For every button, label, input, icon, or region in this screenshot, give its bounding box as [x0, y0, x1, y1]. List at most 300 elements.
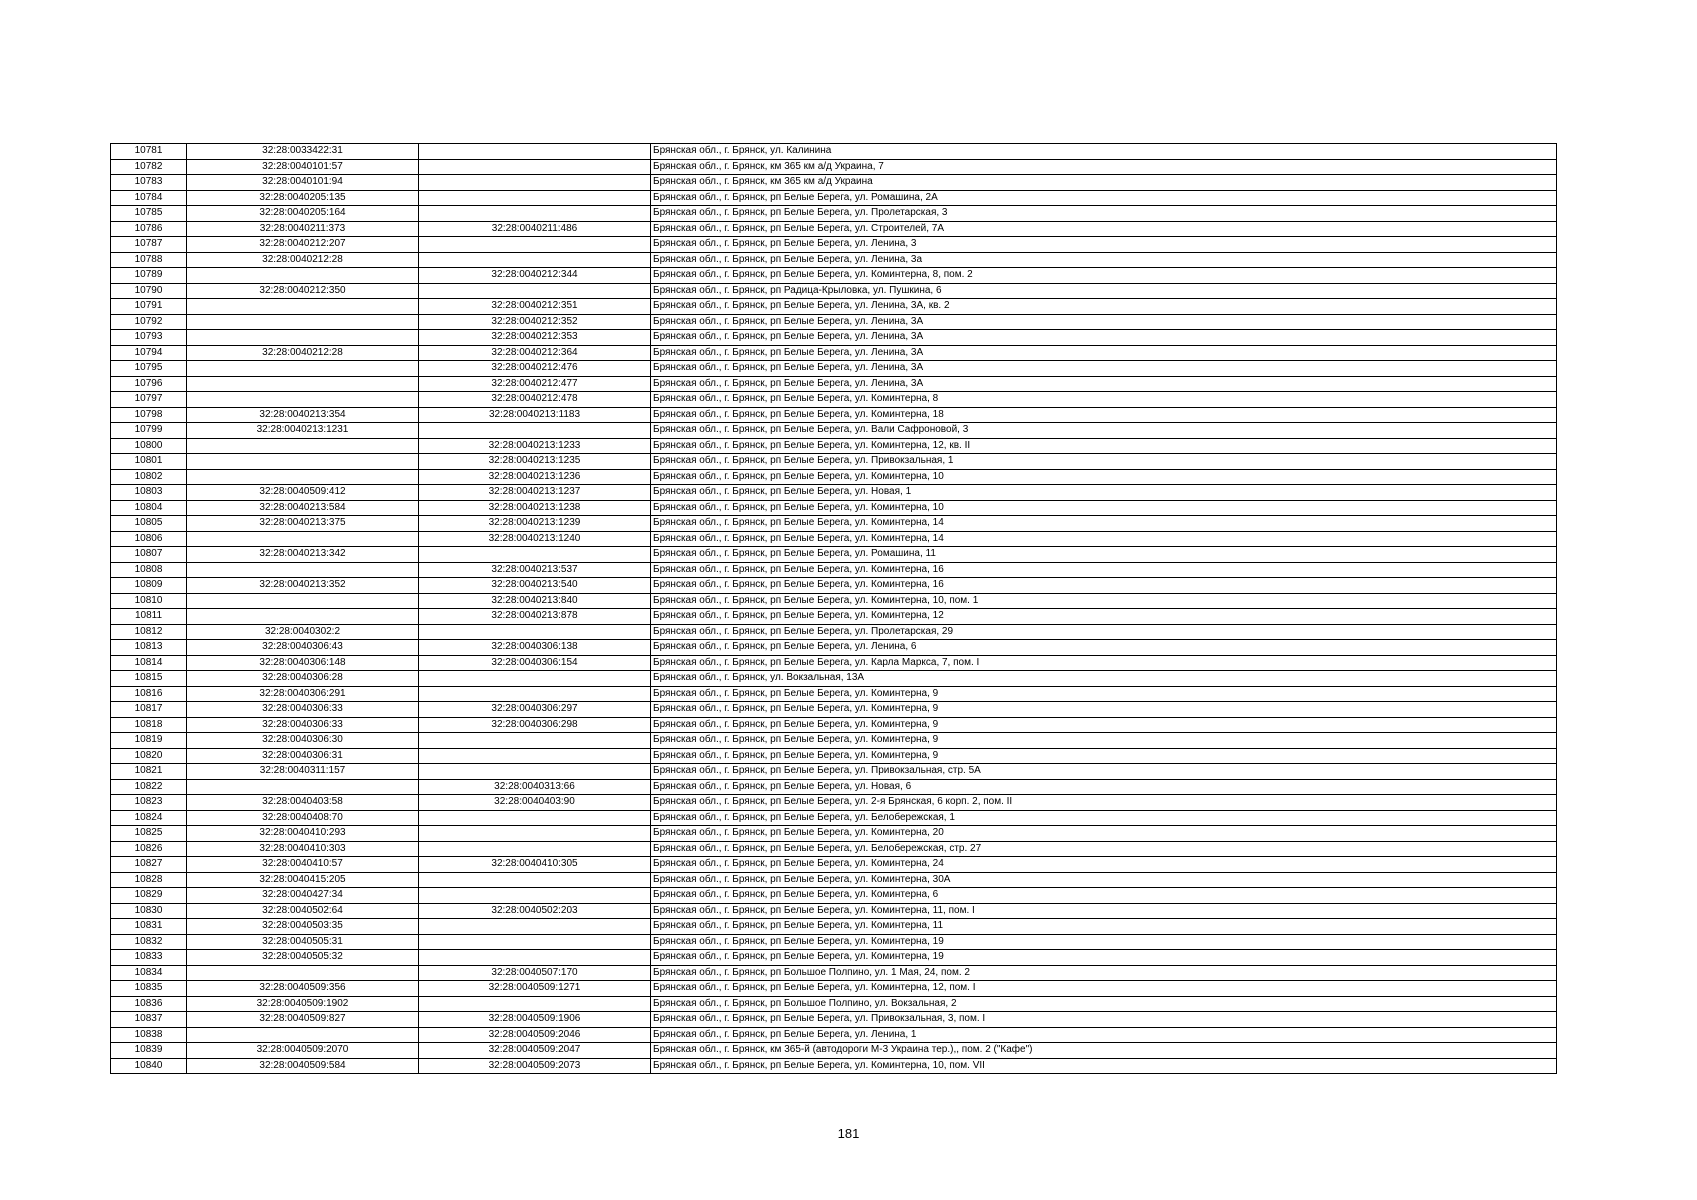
- related-cadastral-number-cell: [419, 283, 651, 299]
- row-number-cell: 10800: [111, 438, 187, 454]
- table-row: [111, 144, 1557, 160]
- row-number-cell: 10795: [111, 361, 187, 377]
- cadastral-number-cell: 32:28:0040403:58: [187, 795, 419, 811]
- table-row: [111, 268, 1557, 284]
- related-cadastral-number-cell: 32:28:0040212:477: [419, 376, 651, 392]
- cadastral-number-cell: 32:28:0040306:43: [187, 640, 419, 656]
- table-row: [111, 531, 1557, 547]
- table-row: [111, 950, 1557, 966]
- cadastral-number-cell: [187, 779, 419, 795]
- address-cell: Брянская обл., г. Брянск, рп Белые Берега, ул. Ленина, 3А: [651, 361, 1557, 377]
- row-number-cell: 10828: [111, 872, 187, 888]
- table-row: [111, 857, 1557, 873]
- cadastral-number-cell: 32:28:0040205:135: [187, 190, 419, 206]
- cadastral-number-cell: 32:28:0040509:827: [187, 1012, 419, 1028]
- related-cadastral-number-cell: [419, 671, 651, 687]
- related-cadastral-number-cell: 32:28:0040507:170: [419, 965, 651, 981]
- table-row: [111, 965, 1557, 981]
- table-row: [111, 314, 1557, 330]
- address-cell: Брянская обл., г. Брянск, рп Белые Берега, ул. Ленина, 3А: [651, 376, 1557, 392]
- table-row: [111, 919, 1557, 935]
- row-number-cell: 10801: [111, 454, 187, 470]
- row-number-cell: 10790: [111, 283, 187, 299]
- address-cell: Брянская обл., г. Брянск, ул. Калинина: [651, 144, 1557, 160]
- address-cell: Брянская обл., г. Брянск, рп Белые Берега, ул. Коминтерна, 16: [651, 578, 1557, 594]
- address-cell: Брянская обл., г. Брянск, рп Радица-Крыловка, ул. Пушкина, 6: [651, 283, 1557, 299]
- related-cadastral-number-cell: [419, 237, 651, 253]
- records-table-body: [111, 144, 1557, 1074]
- cadastral-number-cell: 32:28:0040410:57: [187, 857, 419, 873]
- cadastral-number-cell: 32:28:0040410:303: [187, 841, 419, 857]
- related-cadastral-number-cell: 32:28:0040306:297: [419, 702, 651, 718]
- table-row: [111, 671, 1557, 687]
- row-number-cell: 10830: [111, 903, 187, 919]
- related-cadastral-number-cell: [419, 733, 651, 749]
- row-number-cell: 10838: [111, 1027, 187, 1043]
- cadastral-number-cell: 32:28:0040306:30: [187, 733, 419, 749]
- related-cadastral-number-cell: [419, 547, 651, 563]
- table-row: [111, 485, 1557, 501]
- related-cadastral-number-cell: [419, 175, 651, 191]
- cadastral-number-cell: [187, 531, 419, 547]
- row-number-cell: 10792: [111, 314, 187, 330]
- related-cadastral-number-cell: [419, 919, 651, 935]
- cadastral-number-cell: 32:28:0040212:28: [187, 345, 419, 361]
- row-number-cell: 10785: [111, 206, 187, 222]
- related-cadastral-number-cell: [419, 206, 651, 222]
- row-number-cell: 10839: [111, 1043, 187, 1059]
- row-number-cell: 10811: [111, 609, 187, 625]
- address-cell: Брянская обл., г. Брянск, рп Белые Берега, ул. Привокзальная, 3, пом. I: [651, 1012, 1557, 1028]
- table-row: [111, 547, 1557, 563]
- address-cell: Брянская обл., г. Брянск, рп Белые Берега, ул. Коминтерна, 16: [651, 562, 1557, 578]
- cadastral-number-cell: [187, 469, 419, 485]
- cadastral-number-cell: 32:28:0040213:354: [187, 407, 419, 423]
- cadastral-number-cell: [187, 609, 419, 625]
- address-cell: Брянская обл., г. Брянск, рп Белые Берега, ул. Коминтерна, 30А: [651, 872, 1557, 888]
- table-row: [111, 872, 1557, 888]
- row-number-cell: 10822: [111, 779, 187, 795]
- row-number-cell: 10829: [111, 888, 187, 904]
- address-cell: Брянская обл., г. Брянск, рп Белые Берега, ул. Ленина, 3А: [651, 330, 1557, 346]
- row-number-cell: 10816: [111, 686, 187, 702]
- cadastral-number-cell: 32:28:0040410:293: [187, 826, 419, 842]
- cadastral-number-cell: [187, 454, 419, 470]
- address-cell: Брянская обл., г. Брянск, рп Белые Берега, ул. Коминтерна, 10: [651, 469, 1557, 485]
- address-cell: Брянская обл., г. Брянск, рп Белые Берега, ул. Ленина, 3А: [651, 314, 1557, 330]
- cadastral-number-cell: [187, 314, 419, 330]
- table-row: [111, 159, 1557, 175]
- address-cell: Брянская обл., г. Брянск, рп Белые Берега, ул. Коминтерна, 12: [651, 609, 1557, 625]
- table-row: [111, 903, 1557, 919]
- row-number-cell: 10819: [111, 733, 187, 749]
- cadastral-number-cell: 32:28:0040311:157: [187, 764, 419, 780]
- related-cadastral-number-cell: [419, 934, 651, 950]
- address-cell: Брянская обл., г. Брянск, рп Белые Берега, ул. Строителей, 7А: [651, 221, 1557, 237]
- row-number-cell: 10818: [111, 717, 187, 733]
- row-number-cell: 10797: [111, 392, 187, 408]
- table-row: [111, 655, 1557, 671]
- related-cadastral-number-cell: 32:28:0040212:352: [419, 314, 651, 330]
- row-number-cell: 10810: [111, 593, 187, 609]
- address-cell: Брянская обл., г. Брянск, рп Белые Берега, ул. Пролетарская, 29: [651, 624, 1557, 640]
- related-cadastral-number-cell: 32:28:0040213:840: [419, 593, 651, 609]
- address-cell: Брянская обл., г. Брянск, рп Белые Берега, ул. Коминтерна, 19: [651, 950, 1557, 966]
- table-row: [111, 175, 1557, 191]
- related-cadastral-number-cell: 32:28:0040212:344: [419, 268, 651, 284]
- row-number-cell: 10805: [111, 516, 187, 532]
- table-row: [111, 624, 1557, 640]
- related-cadastral-number-cell: 32:28:0040213:1233: [419, 438, 651, 454]
- row-number-cell: 10813: [111, 640, 187, 656]
- address-cell: Брянская обл., г. Брянск, рп Белые Берега, ул. Белобережская, стр. 27: [651, 841, 1557, 857]
- related-cadastral-number-cell: 32:28:0040213:1240: [419, 531, 651, 547]
- table-row: [111, 423, 1557, 439]
- row-number-cell: 10823: [111, 795, 187, 811]
- address-cell: Брянская обл., г. Брянск, рп Белые Берега, ул. Коминтерна, 19: [651, 934, 1557, 950]
- related-cadastral-number-cell: [419, 144, 651, 160]
- related-cadastral-number-cell: 32:28:0040213:1238: [419, 500, 651, 516]
- cadastral-number-cell: 32:28:0040306:28: [187, 671, 419, 687]
- cadastral-number-cell: 32:28:0040213:375: [187, 516, 419, 532]
- address-cell: Брянская обл., г. Брянск, рп Белые Берега, ул. Ленина, 3А, кв. 2: [651, 299, 1557, 315]
- address-cell: Брянская обл., г. Брянск, рп Большое Полпино, ул. Вокзальная, 2: [651, 996, 1557, 1012]
- table-row: [111, 996, 1557, 1012]
- address-cell: Брянская обл., г. Брянск, рп Белые Берега, ул. Коминтерна, 18: [651, 407, 1557, 423]
- row-number-cell: 10804: [111, 500, 187, 516]
- table-row: [111, 283, 1557, 299]
- row-number-cell: 10837: [111, 1012, 187, 1028]
- address-cell: Брянская обл., г. Брянск, рп Белые Берега, ул. Пролетарская, 3: [651, 206, 1557, 222]
- cadastral-number-cell: [187, 299, 419, 315]
- related-cadastral-number-cell: 32:28:0040213:878: [419, 609, 651, 625]
- address-cell: Брянская обл., г. Брянск, рп Белые Берега, ул. Коминтерна, 9: [651, 717, 1557, 733]
- cadastral-number-cell: 32:28:0040101:57: [187, 159, 419, 175]
- row-number-cell: 10796: [111, 376, 187, 392]
- table-row: [111, 795, 1557, 811]
- related-cadastral-number-cell: [419, 748, 651, 764]
- cadastral-number-cell: 32:28:0040212:28: [187, 252, 419, 268]
- address-cell: Брянская обл., г. Брянск, рп Белые Берега, ул. 2-я Брянская, 6 корп. 2, пом. II: [651, 795, 1557, 811]
- related-cadastral-number-cell: 32:28:0040509:2073: [419, 1058, 651, 1074]
- cadastral-number-cell: 32:28:0033422:31: [187, 144, 419, 160]
- row-number-cell: 10781: [111, 144, 187, 160]
- related-cadastral-number-cell: [419, 996, 651, 1012]
- table-row: [111, 733, 1557, 749]
- table-row: [111, 469, 1557, 485]
- address-cell: Брянская обл., г. Брянск, рп Белые Берега, ул. Ленина, 3: [651, 237, 1557, 253]
- row-number-cell: 10831: [111, 919, 187, 935]
- row-number-cell: 10825: [111, 826, 187, 842]
- related-cadastral-number-cell: [419, 764, 651, 780]
- related-cadastral-number-cell: 32:28:0040213:540: [419, 578, 651, 594]
- cadastral-number-cell: 32:28:0040213:1231: [187, 423, 419, 439]
- cadastral-number-cell: [187, 1027, 419, 1043]
- related-cadastral-number-cell: 32:28:0040212:478: [419, 392, 651, 408]
- address-cell: Брянская обл., г. Брянск, рп Белые Берега, ул. Коминтерна, 14: [651, 531, 1557, 547]
- address-cell: Брянская обл., г. Брянск, рп Белые Берега, ул. Коминтерна, 9: [651, 748, 1557, 764]
- table-row: [111, 237, 1557, 253]
- address-cell: Брянская обл., г. Брянск, рп Белые Берега, ул. Новая, 6: [651, 779, 1557, 795]
- row-number-cell: 10814: [111, 655, 187, 671]
- table-row: [111, 1058, 1557, 1074]
- related-cadastral-number-cell: 32:28:0040212:476: [419, 361, 651, 377]
- cadastral-number-cell: 32:28:0040101:94: [187, 175, 419, 191]
- cadastral-number-cell: 32:28:0040509:412: [187, 485, 419, 501]
- address-cell: Брянская обл., г. Брянск, рп Белые Берега, ул. Коминтерна, 10, пом. 1: [651, 593, 1557, 609]
- table-row: [111, 516, 1557, 532]
- row-number-cell: 10840: [111, 1058, 187, 1074]
- row-number-cell: 10834: [111, 965, 187, 981]
- cadastral-number-cell: 32:28:0040509:356: [187, 981, 419, 997]
- related-cadastral-number-cell: 32:28:0040212:364: [419, 345, 651, 361]
- related-cadastral-number-cell: 32:28:0040306:298: [419, 717, 651, 733]
- cadastral-number-cell: 32:28:0040211:373: [187, 221, 419, 237]
- related-cadastral-number-cell: [419, 252, 651, 268]
- row-number-cell: 10782: [111, 159, 187, 175]
- row-number-cell: 10817: [111, 702, 187, 718]
- row-number-cell: 10788: [111, 252, 187, 268]
- row-number-cell: 10808: [111, 562, 187, 578]
- table-row: [111, 330, 1557, 346]
- table-row: [111, 841, 1557, 857]
- address-cell: Брянская обл., г. Брянск, рп Большое Полпино, ул. 1 Мая, 24, пом. 2: [651, 965, 1557, 981]
- row-number-cell: 10798: [111, 407, 187, 423]
- table-row: [111, 888, 1557, 904]
- address-cell: Брянская обл., г. Брянск, рп Белые Берега, ул. Белобережская, 1: [651, 810, 1557, 826]
- table-row: [111, 609, 1557, 625]
- cadastral-number-cell: 32:28:0040306:33: [187, 702, 419, 718]
- cadastral-number-cell: 32:28:0040503:35: [187, 919, 419, 935]
- table-row: [111, 376, 1557, 392]
- related-cadastral-number-cell: 32:28:0040212:351: [419, 299, 651, 315]
- related-cadastral-number-cell: [419, 826, 651, 842]
- row-number-cell: 10803: [111, 485, 187, 501]
- table-row: [111, 934, 1557, 950]
- address-cell: Брянская обл., г. Брянск, рп Белые Берега, ул. Коминтерна, 6: [651, 888, 1557, 904]
- row-number-cell: 10793: [111, 330, 187, 346]
- cadastral-number-cell: 32:28:0040502:64: [187, 903, 419, 919]
- cadastral-number-cell: [187, 330, 419, 346]
- related-cadastral-number-cell: 32:28:0040306:138: [419, 640, 651, 656]
- row-number-cell: 10784: [111, 190, 187, 206]
- related-cadastral-number-cell: [419, 423, 651, 439]
- table-row: [111, 454, 1557, 470]
- table-row: [111, 407, 1557, 423]
- address-cell: Брянская обл., г. Брянск, рп Белые Берега, ул. Коминтерна, 9: [651, 686, 1557, 702]
- address-cell: Брянская обл., г. Брянск, рп Белые Берега, ул. Ленина, 6: [651, 640, 1557, 656]
- cadastral-number-cell: 32:28:0040212:350: [187, 283, 419, 299]
- related-cadastral-number-cell: 32:28:0040213:1236: [419, 469, 651, 485]
- table-row: [111, 361, 1557, 377]
- address-cell: Брянская обл., г. Брянск, рп Белые Берега, ул. Ромашина, 2А: [651, 190, 1557, 206]
- table-row: [111, 1027, 1557, 1043]
- row-number-cell: 10787: [111, 237, 187, 253]
- table-row: [111, 345, 1557, 361]
- related-cadastral-number-cell: 32:28:0040509:1906: [419, 1012, 651, 1028]
- address-cell: Брянская обл., г. Брянск, км 365 км а/д Украина: [651, 175, 1557, 191]
- table-row: [111, 748, 1557, 764]
- cadastral-number-cell: 32:28:0040415:205: [187, 872, 419, 888]
- related-cadastral-number-cell: 32:28:0040306:154: [419, 655, 651, 671]
- row-number-cell: 10802: [111, 469, 187, 485]
- cadastral-number-cell: 32:28:0040213:584: [187, 500, 419, 516]
- address-cell: Брянская обл., г. Брянск, рп Белые Берега, ул. Коминтерна, 12, пом. I: [651, 981, 1557, 997]
- address-cell: Брянская обл., г. Брянск, рп Белые Берега, ул. Коминтерна, 10, пом. VII: [651, 1058, 1557, 1074]
- row-number-cell: 10824: [111, 810, 187, 826]
- cadastral-number-cell: 32:28:0040213:342: [187, 547, 419, 563]
- related-cadastral-number-cell: 32:28:0040213:1237: [419, 485, 651, 501]
- table-row: [111, 764, 1557, 780]
- cadastral-number-cell: 32:28:0040306:31: [187, 748, 419, 764]
- row-number-cell: 10833: [111, 950, 187, 966]
- related-cadastral-number-cell: 32:28:0040509:1271: [419, 981, 651, 997]
- table-row: [111, 500, 1557, 516]
- related-cadastral-number-cell: [419, 872, 651, 888]
- cadastral-number-cell: 32:28:0040509:584: [187, 1058, 419, 1074]
- cadastral-number-cell: 32:28:0040509:2070: [187, 1043, 419, 1059]
- address-cell: Брянская обл., г. Брянск, рп Белые Берега, ул. Вали Сафроновой, 3: [651, 423, 1557, 439]
- table-row: [111, 438, 1557, 454]
- cadastral-number-cell: [187, 376, 419, 392]
- address-cell: Брянская обл., г. Брянск, рп Белые Берега, ул. Коминтерна, 8: [651, 392, 1557, 408]
- table-row: [111, 686, 1557, 702]
- address-cell: Брянская обл., г. Брянск, рп Белые Берега, ул. Ленина, 3а: [651, 252, 1557, 268]
- row-number-cell: 10809: [111, 578, 187, 594]
- cadastral-number-cell: [187, 593, 419, 609]
- address-cell: Брянская обл., г. Брянск, рп Белые Берега, ул. Коминтерна, 14: [651, 516, 1557, 532]
- related-cadastral-number-cell: 32:28:0040403:90: [419, 795, 651, 811]
- cadastral-number-cell: 32:28:0040205:164: [187, 206, 419, 222]
- table-row: [111, 392, 1557, 408]
- row-number-cell: 10799: [111, 423, 187, 439]
- address-cell: Брянская обл., г. Брянск, рп Белые Берега, ул. Новая, 1: [651, 485, 1557, 501]
- address-cell: Брянская обл., г. Брянск, рп Белые Берега, ул. Коминтерна, 11: [651, 919, 1557, 935]
- row-number-cell: 10821: [111, 764, 187, 780]
- table-row: [111, 221, 1557, 237]
- cadastral-number-cell: 32:28:0040427:34: [187, 888, 419, 904]
- cadastral-number-cell: 32:28:0040306:291: [187, 686, 419, 702]
- row-number-cell: 10786: [111, 221, 187, 237]
- page-number: 181: [837, 1126, 860, 1141]
- related-cadastral-number-cell: [419, 190, 651, 206]
- row-number-cell: 10812: [111, 624, 187, 640]
- related-cadastral-number-cell: [419, 841, 651, 857]
- related-cadastral-number-cell: 32:28:0040502:203: [419, 903, 651, 919]
- table-row: [111, 702, 1557, 718]
- row-number-cell: 10826: [111, 841, 187, 857]
- cadastral-number-cell: [187, 438, 419, 454]
- address-cell: Брянская обл., г. Брянск, ул. Вокзальная, 13А: [651, 671, 1557, 687]
- address-cell: Брянская обл., г. Брянск, рп Белые Берега, ул. Коминтерна, 8, пом. 2: [651, 268, 1557, 284]
- cadastral-number-cell: 32:28:0040306:148: [187, 655, 419, 671]
- address-cell: Брянская обл., г. Брянск, рп Белые Берега, ул. Коминтерна, 9: [651, 702, 1557, 718]
- cadastral-number-cell: [187, 268, 419, 284]
- cadastral-number-cell: 32:28:0040212:207: [187, 237, 419, 253]
- row-number-cell: 10794: [111, 345, 187, 361]
- cadastral-number-cell: [187, 361, 419, 377]
- cadastral-number-cell: 32:28:0040306:33: [187, 717, 419, 733]
- address-cell: Брянская обл., г. Брянск, рп Белые Берега, ул. Коминтерна, 24: [651, 857, 1557, 873]
- related-cadastral-number-cell: 32:28:0040212:353: [419, 330, 651, 346]
- row-number-cell: 10791: [111, 299, 187, 315]
- related-cadastral-number-cell: 32:28:0040509:2046: [419, 1027, 651, 1043]
- related-cadastral-number-cell: 32:28:0040410:305: [419, 857, 651, 873]
- cadastral-number-cell: 32:28:0040213:352: [187, 578, 419, 594]
- address-cell: Брянская обл., г. Брянск, рп Белые Берега, ул. Коминтерна, 20: [651, 826, 1557, 842]
- row-number-cell: 10783: [111, 175, 187, 191]
- cadastral-number-cell: [187, 965, 419, 981]
- related-cadastral-number-cell: [419, 686, 651, 702]
- address-cell: Брянская обл., г. Брянск, рп Белые Берега, ул. Привокзальная, стр. 5А: [651, 764, 1557, 780]
- table-row: [111, 1043, 1557, 1059]
- records-table: [110, 143, 1557, 1074]
- cadastral-number-cell: 32:28:0040302:2: [187, 624, 419, 640]
- address-cell: Брянская обл., г. Брянск, рп Белые Берега, ул. Карла Маркса, 7, пом. I: [651, 655, 1557, 671]
- table-row: [111, 640, 1557, 656]
- address-cell: Брянская обл., г. Брянск, рп Белые Берега, ул. Коминтерна, 11, пом. I: [651, 903, 1557, 919]
- table-row: [111, 593, 1557, 609]
- related-cadastral-number-cell: [419, 624, 651, 640]
- row-number-cell: 10815: [111, 671, 187, 687]
- related-cadastral-number-cell: [419, 810, 651, 826]
- related-cadastral-number-cell: 32:28:0040213:1183: [419, 407, 651, 423]
- address-cell: Брянская обл., г. Брянск, рп Белые Берега, ул. Ленина, 1: [651, 1027, 1557, 1043]
- address-cell: Брянская обл., г. Брянск, рп Белые Берега, ул. Привокзальная, 1: [651, 454, 1557, 470]
- row-number-cell: 10789: [111, 268, 187, 284]
- address-cell: Брянская обл., г. Брянск, рп Белые Берега, ул. Коминтерна, 12, кв. II: [651, 438, 1557, 454]
- related-cadastral-number-cell: [419, 950, 651, 966]
- related-cadastral-number-cell: 32:28:0040213:537: [419, 562, 651, 578]
- table-row: [111, 1012, 1557, 1028]
- table-row: [111, 779, 1557, 795]
- cadastral-number-cell: 32:28:0040505:32: [187, 950, 419, 966]
- address-cell: Брянская обл., г. Брянск, км 365-й (автодороги М-3 Украина тер.),, пом. 2 ("Кафе"): [651, 1043, 1557, 1059]
- address-cell: Брянская обл., г. Брянск, рп Белые Берега, ул. Ромашина, 11: [651, 547, 1557, 563]
- related-cadastral-number-cell: 32:28:0040313:66: [419, 779, 651, 795]
- row-number-cell: 10820: [111, 748, 187, 764]
- cadastral-number-cell: 32:28:0040505:31: [187, 934, 419, 950]
- row-number-cell: 10807: [111, 547, 187, 563]
- table-row: [111, 826, 1557, 842]
- related-cadastral-number-cell: 32:28:0040213:1235: [419, 454, 651, 470]
- address-cell: Брянская обл., г. Брянск, км 365 км а/д Украина, 7: [651, 159, 1557, 175]
- address-cell: Брянская обл., г. Брянск, рп Белые Берега, ул. Коминтерна, 9: [651, 733, 1557, 749]
- related-cadastral-number-cell: 32:28:0040509:2047: [419, 1043, 651, 1059]
- cadastral-number-cell: [187, 562, 419, 578]
- row-number-cell: 10836: [111, 996, 187, 1012]
- table-row: [111, 190, 1557, 206]
- cadastral-number-cell: 32:28:0040408:70: [187, 810, 419, 826]
- row-number-cell: 10835: [111, 981, 187, 997]
- related-cadastral-number-cell: 32:28:0040213:1239: [419, 516, 651, 532]
- table-row: [111, 810, 1557, 826]
- table-row: [111, 299, 1557, 315]
- table-row: [111, 206, 1557, 222]
- table-row: [111, 252, 1557, 268]
- related-cadastral-number-cell: 32:28:0040211:486: [419, 221, 651, 237]
- table-row: [111, 981, 1557, 997]
- cadastral-number-cell: [187, 392, 419, 408]
- row-number-cell: 10832: [111, 934, 187, 950]
- row-number-cell: 10827: [111, 857, 187, 873]
- related-cadastral-number-cell: [419, 888, 651, 904]
- cadastral-number-cell: 32:28:0040509:1902: [187, 996, 419, 1012]
- table-row: [111, 562, 1557, 578]
- table-row: [111, 578, 1557, 594]
- table-row: [111, 717, 1557, 733]
- row-number-cell: 10806: [111, 531, 187, 547]
